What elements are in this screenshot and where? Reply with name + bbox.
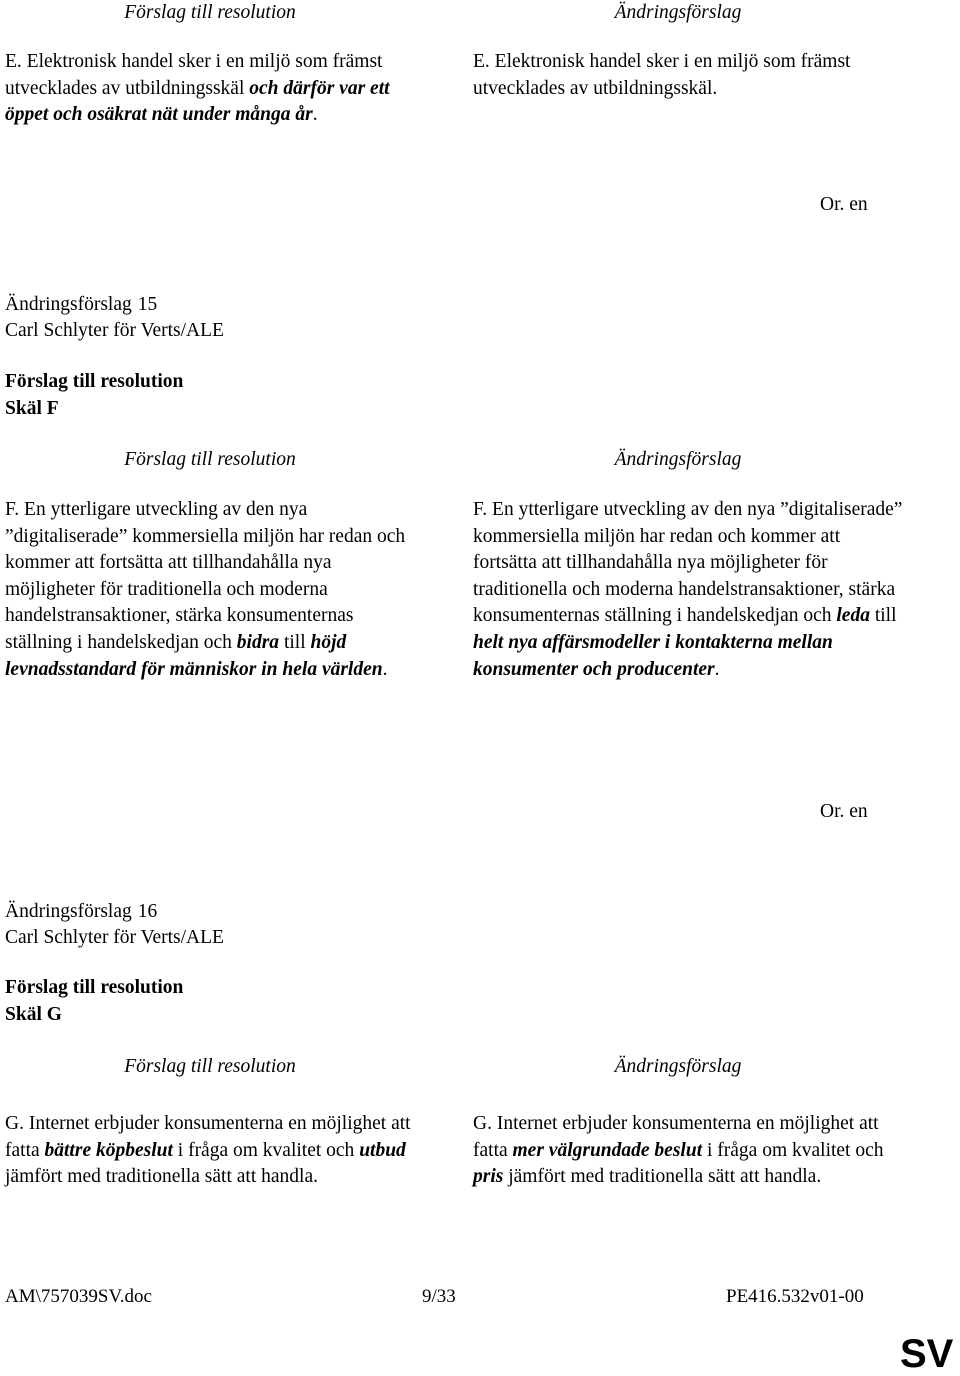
top-left-column-heading: Förslag till resolution: [124, 2, 296, 23]
amendment-label: Ändringsförslag: [5, 294, 132, 315]
changed-text: bidra: [236, 631, 280, 653]
amended-text: [473, 1111, 903, 1191]
changed-text: utbud: [359, 1139, 406, 1161]
original-language-note: Or. en: [820, 801, 868, 822]
amended-recital: Skäl F: [5, 398, 59, 419]
amendment-author: Carl Schlyter för Verts/ALE: [5, 927, 224, 948]
text-run: jämfört med traditionella sätt att handla.: [503, 1166, 822, 1188]
top-right-text: [473, 49, 903, 102]
top-left-text: [5, 49, 425, 129]
amendment-author: Carl Schlyter för Verts/ALE: [5, 320, 224, 341]
footer-document-reference: AM\757039SV.doc: [5, 1286, 152, 1307]
amended-text: [473, 497, 903, 683]
text-run: i fråga om kvalitet och: [702, 1139, 884, 1161]
top-right-column-heading: Ändringsförslag: [614, 2, 742, 23]
footer-pe-reference: PE416.532v01-00: [726, 1286, 864, 1307]
amended-document: Förslag till resolution: [5, 977, 184, 998]
right-column-heading: Ändringsförslag: [614, 449, 742, 470]
amendment-title: [5, 899, 157, 925]
amendment-label: Ändringsförslag: [5, 901, 132, 922]
text-run: .: [714, 658, 720, 680]
text-run: .: [382, 658, 388, 680]
text-run: till: [869, 605, 897, 627]
amended-recital: Skäl G: [5, 1004, 62, 1025]
changed-text: mer välgrundade beslut: [512, 1139, 703, 1161]
amendment-number: 16: [137, 901, 158, 922]
language-code: SV: [900, 1332, 954, 1376]
changed-text: pris: [473, 1166, 504, 1188]
changed-text: bättre köpbeslut: [44, 1139, 173, 1161]
text-run: F. En ytterligare utveckling av den nya ”digitaliserade” kommersiella miljön har redan och kommer att fortsätta att tillhandahålla nya möjligheter för traditionella och moderna handelstransaktioner, stärka konsumenternas ställning i handelskedjan och: [473, 499, 903, 627]
changed-text: och därför var ett öppet och osäkrat nät under många år: [5, 77, 390, 126]
text-run: E. Elektronisk handel sker i en miljö som främst utvecklades av utbildningsskäl: [5, 51, 383, 99]
original-language-note: Or. en: [820, 194, 868, 215]
changed-text: höjd levnadsstandard för människor in hela världen: [5, 631, 383, 680]
left-column-heading: Förslag till resolution: [124, 449, 296, 470]
amendment-title: [5, 292, 157, 318]
left-column-heading: Förslag till resolution: [124, 1056, 296, 1077]
amended-document: Förslag till resolution: [5, 371, 184, 392]
original-text: [5, 1111, 425, 1191]
right-column-heading: Ändringsförslag: [614, 1056, 742, 1077]
original-text: [5, 497, 425, 683]
amendment-number: 15: [137, 294, 158, 315]
text-run: jämfört med traditionella sätt att handla.: [5, 1166, 318, 1188]
text-run: till: [279, 631, 311, 653]
text-run: i fråga om kvalitet och: [172, 1139, 360, 1161]
footer-page-number: 9/33: [422, 1286, 456, 1307]
text-run: E. Elektronisk handel sker i en miljö som främst utvecklades av utbildningsskäl.: [473, 51, 851, 99]
changed-text: helt nya affärsmodeller i kontakterna mellan konsumenter och producenter: [473, 631, 833, 680]
text-run: G. Internet erbjuder konsumenterna en möjlighet att fatta: [473, 1113, 879, 1161]
text-run: G. Internet erbjuder konsumenterna en möjlighet att fatta: [5, 1113, 411, 1161]
text-run: .: [312, 104, 318, 126]
text-run: F. En ytterligare utveckling av den nya ”digitaliserade” kommersiella miljön har redan och kommer att fortsätta att tillhandahålla nya möjligheter för traditionella och moderna handelstransaktioner, stärka konsumenternas ställning i handelskedjan och: [5, 499, 406, 653]
changed-text: leda: [836, 605, 870, 627]
